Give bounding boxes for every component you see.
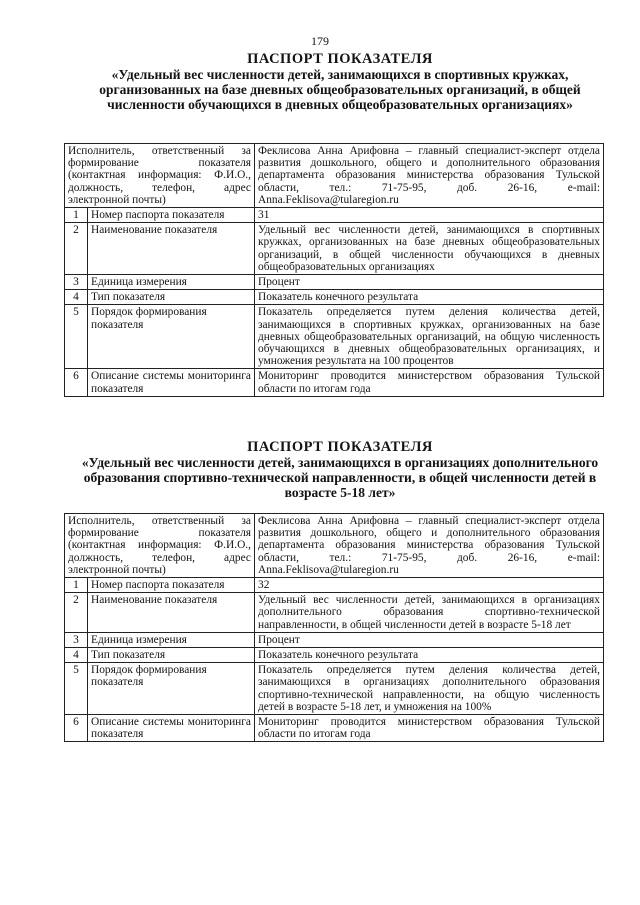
- row-label: Единица измерения: [88, 632, 255, 647]
- row-number: 3: [65, 632, 88, 647]
- table-row: [65, 578, 604, 593]
- row-number: 6: [65, 715, 88, 742]
- row-number: 5: [65, 663, 88, 715]
- table-row: [65, 144, 604, 208]
- row-label: Тип показателя: [88, 290, 255, 305]
- row-label: Описание системы мониторинга показателя: [88, 715, 255, 742]
- row-label: Порядок формирования показателя: [88, 305, 255, 369]
- table-row: [65, 593, 604, 633]
- row-label: Наименование показателя: [88, 223, 255, 275]
- page-number: 179: [311, 34, 329, 48]
- table-row: [65, 208, 604, 223]
- executor-value: Феклисова Анна Арифовна – главный специалист-эксперт отдела развития дошкольного, общего и дополнительного образования департамента образования министерства образования Тульской области, тел.: 71-75-95, доб. 26-16, e-mail: Anna.Feklisova@tularegion.ru: [255, 144, 604, 208]
- passport-2-heading: ПАСПОРТ ПОКАЗАТЕЛЯ: [247, 439, 433, 455]
- executor-value: Феклисова Анна Арифовна – главный специалист-эксперт отдела развития дошкольного, общего и дополнительного образования департамента образования министерства образования Тульской области, тел.: 71-75-95, доб. 26-16, e-mail: Anna.Feklisova@tularegion.ru: [255, 514, 604, 578]
- passport-1-heading: ПАСПОРТ ПОКАЗАТЕЛЯ: [247, 51, 433, 67]
- row-number: 2: [65, 223, 88, 275]
- row-label: Тип показателя: [88, 648, 255, 663]
- row-value: 32: [255, 578, 604, 593]
- executor-label: Исполнитель, ответственный за формирование показателя (контактная информация: Ф.И.О., должность, телефон, адрес электронной почты): [65, 514, 255, 578]
- table-row: [65, 663, 604, 715]
- row-value: Мониторинг проводится министерством образования Тульской области по итогам года: [255, 715, 604, 742]
- passport-1-table: [64, 143, 604, 397]
- row-value: Показатель определяется путем деления количества детей, занимающихся в организациях дополнительного образования спортивно-технической направленности, на общую численность детей в возрасте 5-18 лет, и умножения на 100%: [255, 663, 604, 715]
- row-number: 2: [65, 593, 88, 633]
- row-value: Удельный вес численности детей, занимающихся в организациях дополнительного образования спортивно-технической направленности, в общей численности детей в возрасте 5-18 лет: [255, 593, 604, 633]
- row-number: 4: [65, 290, 88, 305]
- row-label: Описание системы мониторинга показателя: [88, 369, 255, 396]
- passport-1-subtitle: «Удельный вес численности детей, занимающихся в спортивных кружках, организованных на базе дневных общеобразовательных организаций, в общей численности обучающихся в дневных общеобразовательных организациях»: [99, 67, 581, 112]
- table-row: [65, 715, 604, 742]
- row-number: 4: [65, 648, 88, 663]
- row-value: Удельный вес численности детей, занимающихся в спортивных кружках, организованных на базе дневных общеобразовательных организаций, в общей численности обучающихся в дневных общеобразовательных организациях: [255, 223, 604, 275]
- table-row: [65, 223, 604, 275]
- row-number: 5: [65, 305, 88, 369]
- row-label: Порядок формирования показателя: [88, 663, 255, 715]
- passport-1-title: [70, 52, 610, 112]
- table-row: [65, 275, 604, 290]
- row-number: 3: [65, 275, 88, 290]
- row-number: 6: [65, 369, 88, 396]
- row-label: Единица измерения: [88, 275, 255, 290]
- row-value: Показатель определяется путем деления количества детей, занимающихся в спортивных кружках, организованных на базе дневных общеобразовательных организаций, на общую численность обучающихся в дневных общеобразовательных организациях, и умножения результата на 100 процентов: [255, 305, 604, 369]
- row-value: 31: [255, 208, 604, 223]
- table-row: [65, 632, 604, 647]
- row-value: Процент: [255, 275, 604, 290]
- table-row: [65, 369, 604, 396]
- table-row: [65, 290, 604, 305]
- row-number: 1: [65, 578, 88, 593]
- row-value: Мониторинг проводится министерством образования Тульской области по итогам года: [255, 369, 604, 396]
- table-row: [65, 305, 604, 369]
- passport-2-subtitle: «Удельный вес численности детей, занимающихся в организациях дополнительного образования спортивно-технической направленности, в общей численности детей в возрасте 5-18 лет»: [81, 455, 599, 500]
- passport-2-title: [70, 440, 610, 500]
- passport-2-table: [64, 513, 604, 742]
- row-label: Номер паспорта показателя: [88, 578, 255, 593]
- row-value: Показатель конечного результата: [255, 648, 604, 663]
- table-row: [65, 648, 604, 663]
- row-number: 1: [65, 208, 88, 223]
- row-label: Наименование показателя: [88, 593, 255, 633]
- row-label: Номер паспорта показателя: [88, 208, 255, 223]
- row-value: Показатель конечного результата: [255, 290, 604, 305]
- row-value: Процент: [255, 632, 604, 647]
- table-row: [65, 514, 604, 578]
- executor-label: Исполнитель, ответственный за формирование показателя (контактная информация: Ф.И.О., должность, телефон, адрес электронной почты): [65, 144, 255, 208]
